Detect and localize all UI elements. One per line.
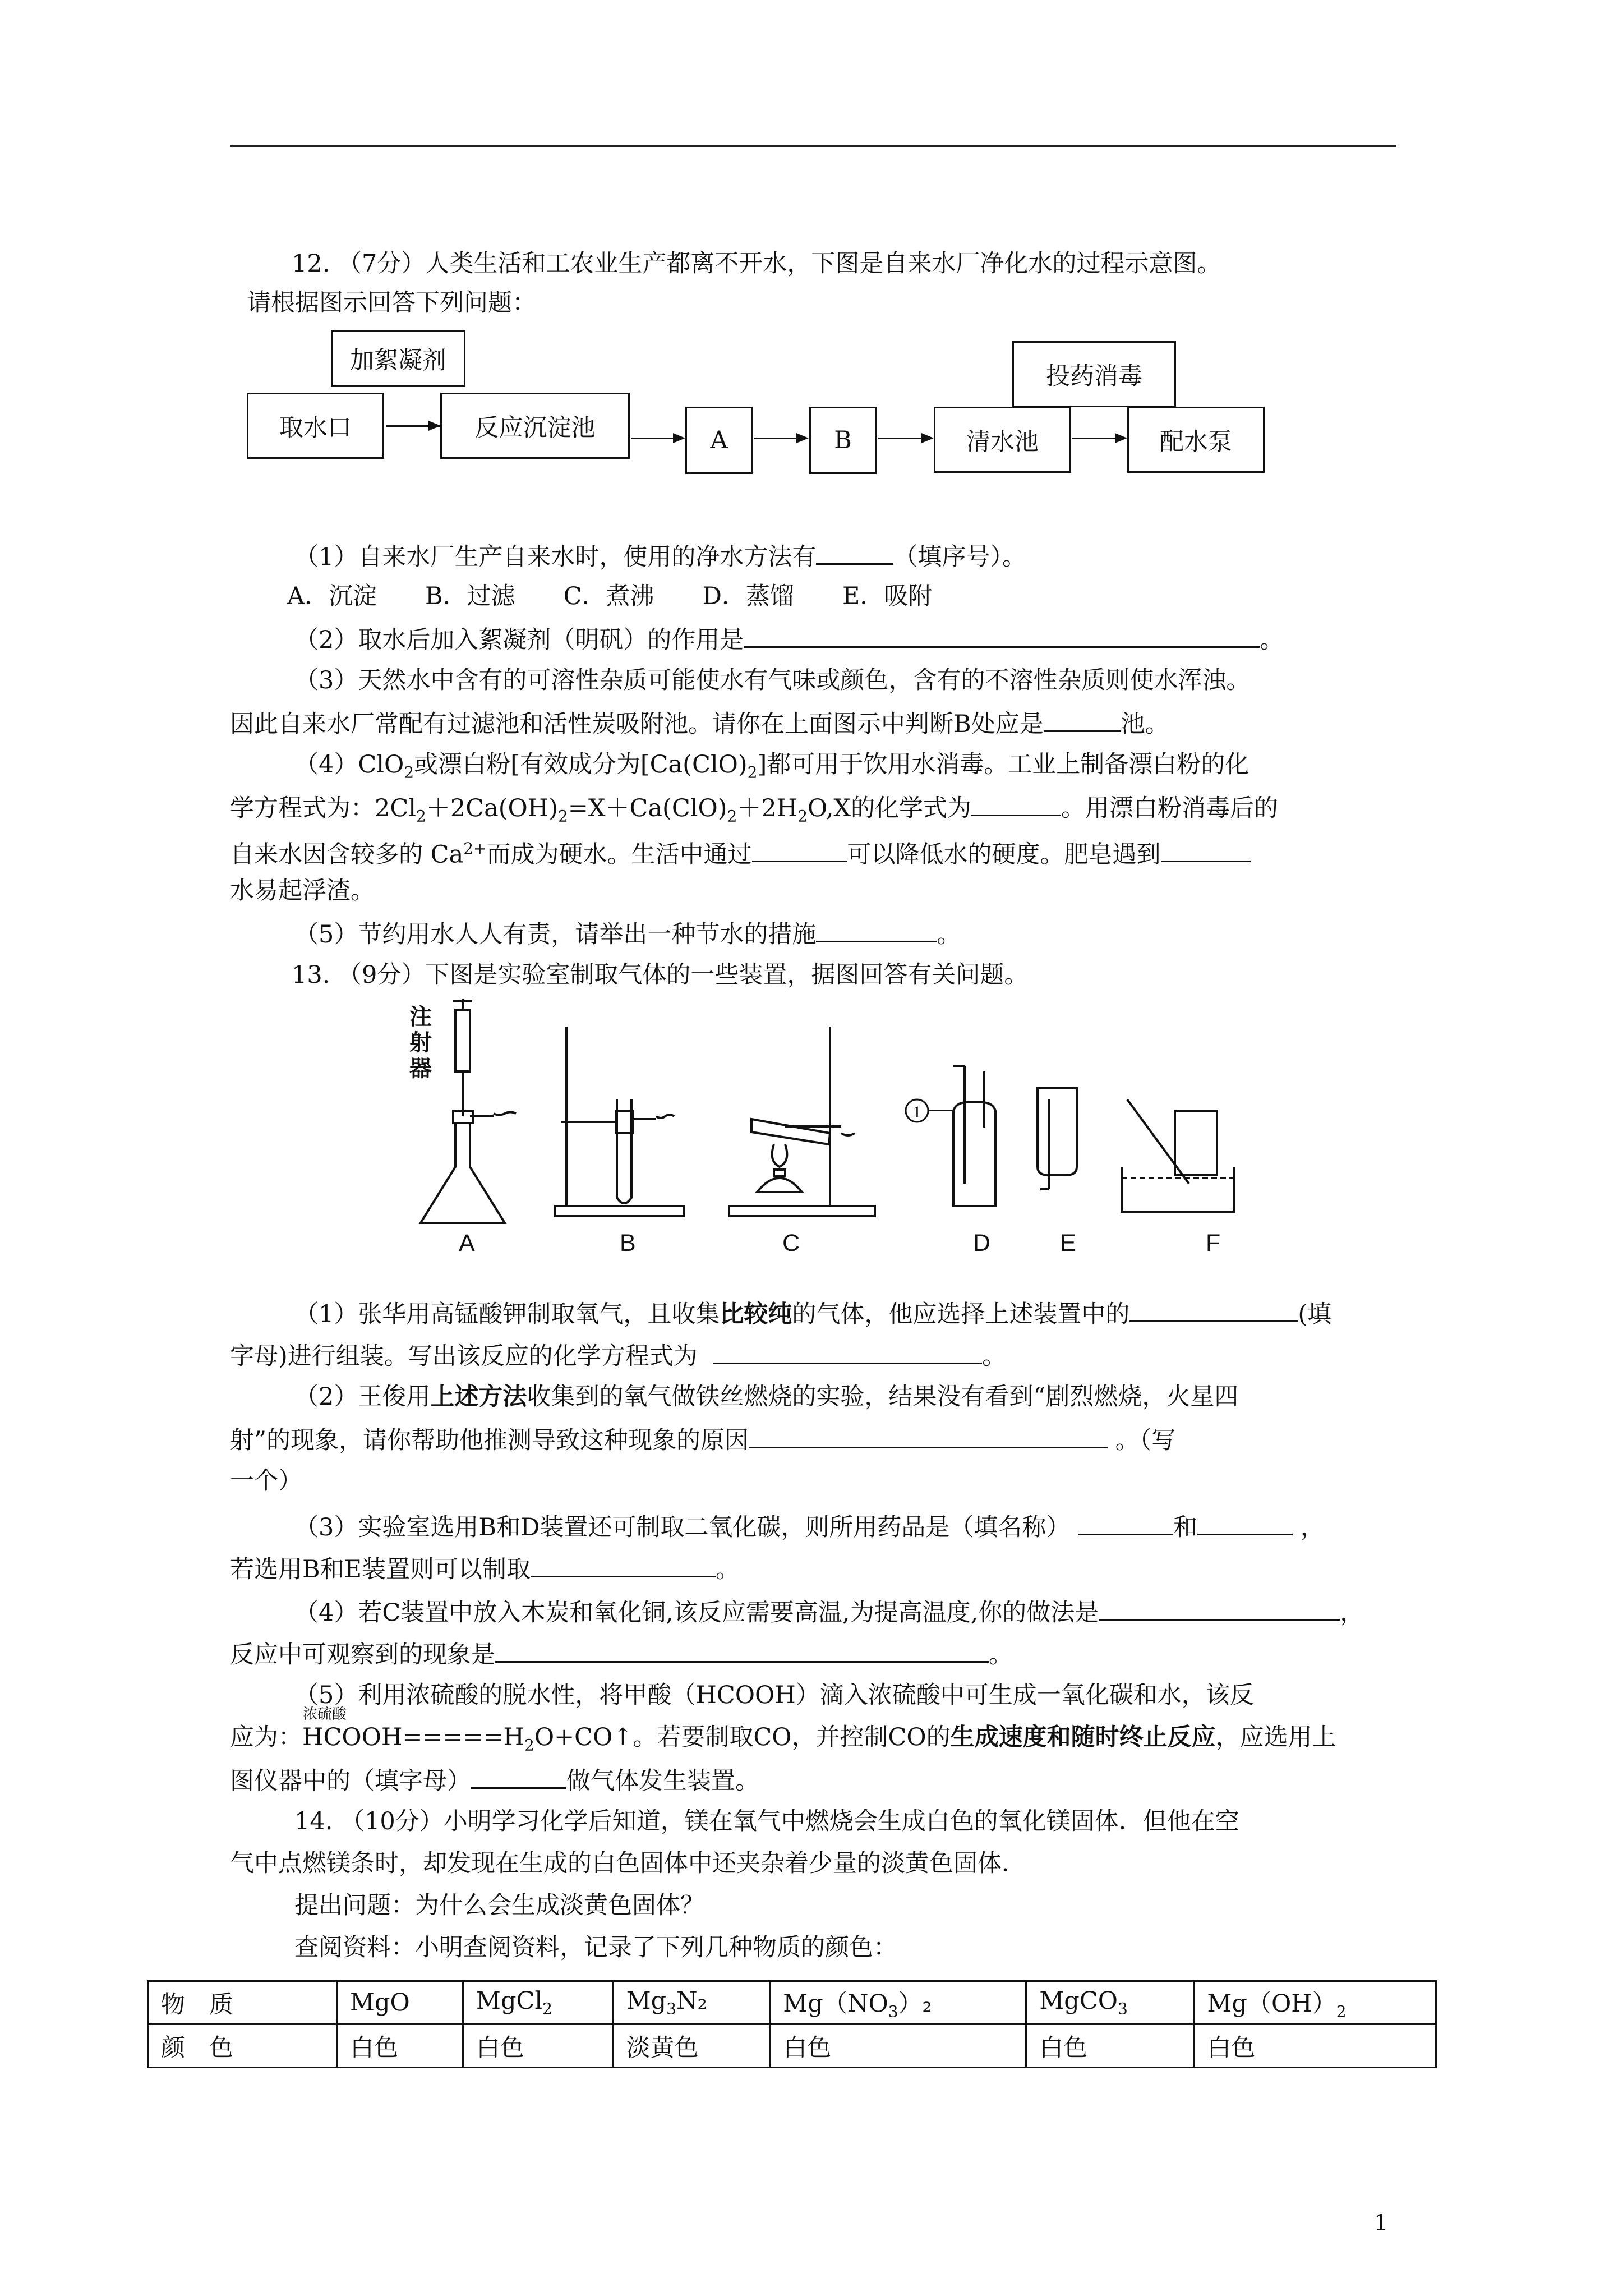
answer-blank[interactable]	[971, 790, 1061, 816]
table-cell: 白色	[463, 2024, 613, 2068]
q13-p3a: （3）实验室选用B和D装置还可制取二氧化碳，则所用药品是（填名称） 和 ，	[294, 1509, 1325, 1544]
flow-box-b: B	[809, 407, 877, 474]
answer-blank[interactable]	[816, 539, 893, 565]
table-cell: $Mg_3N_2$	[613, 1981, 770, 2024]
q12-line1: 12. （7分）人类生活和工农业生产都离不开水，下图是自来水厂净化水的过程示意图。	[292, 250, 1221, 278]
circle-marker-label: 1	[912, 1103, 921, 1121]
table-cell: 白色	[770, 2024, 1026, 2068]
label-e: E	[1060, 1230, 1076, 1257]
q13-p2a: （2）王俊用上述方法收集到的氧气做铁丝燃烧的实验，结果没有看到“剧烈燃烧，火星四	[294, 1383, 1239, 1411]
table-cell: 淡黄色	[613, 2024, 770, 2068]
table-cell: 白色	[1194, 2024, 1436, 2068]
table-cell: $Mg(NO_3)_2$	[770, 1981, 1026, 2024]
flow-arrow	[631, 438, 684, 439]
answer-blank[interactable]	[749, 1422, 1108, 1448]
q12-p4c: 自来水因含较多的 $Ca^{2+}$而成为硬水。生活中通过 可以降低水的硬度。肥皂遇到	[230, 832, 1251, 871]
q14-line3: 提出问题：为什么会生成淡黄色固体？	[294, 1892, 704, 1920]
apparatus-f-icon	[1122, 1099, 1234, 1212]
q12-p4b: 学方程式为：$2Cl_2+2Ca(OH)_2=X+Ca(ClO)_2+2H_2O,X$的化学式为 。用漂白粉消毒后的	[230, 790, 1278, 834]
q13-p5b: 应为：$HCOOH=====H_2O+CO↑$。若要制取CO，并控制CO的生成速度和随时终止反应，应选用上	[230, 1723, 1336, 1755]
q13-p4b: 反应中可观察到的现象是 。	[230, 1636, 1013, 1672]
lab-apparatus-figure	[393, 999, 1346, 1234]
q13-p2c: 一个）	[230, 1467, 302, 1495]
label-d: D	[973, 1230, 991, 1257]
table-row	[148, 1981, 1436, 2024]
answer-blank[interactable]	[752, 836, 847, 862]
answer-blank[interactable]	[1129, 1296, 1298, 1322]
flow-arrow	[386, 425, 440, 427]
answer-blank[interactable]	[531, 1551, 716, 1577]
q12-p5: （5）节约用水人人有责，请举出一种节水的措施 。	[294, 916, 961, 951]
q13-p4a: （4）若C装置中放入木炭和氧化铜,该反应需要高温,为提高温度,你的做法是 ，	[294, 1594, 1364, 1630]
answer-blank[interactable]	[1078, 1509, 1173, 1535]
answer-blank[interactable]	[1099, 1594, 1340, 1621]
answer-blank[interactable]	[1044, 706, 1121, 732]
table-head: 物 质	[148, 1981, 337, 2024]
q14-line2: 气中点燃镁条时，却发现在生成的白色固体中还夹杂着少量的淡黄色固体．	[230, 1849, 1026, 1878]
q12-p1: （1）自来水厂生产自来水时，使用的净水方法有 （填序号）。	[294, 539, 1026, 574]
q14-line4: 查阅资料：小明查阅资料，记录了下列几种物质的颜色：	[294, 1934, 897, 1962]
apparatus-d-icon	[928, 1066, 995, 1206]
flow-box-sediment: 反应沉淀池	[440, 393, 630, 459]
q12-p4a: （4）ClO$_2$或漂白粉[有效成分为$[Ca(ClO)_2]$都可用于饮用水消毒。工业上制备漂白粉的化	[294, 751, 1249, 782]
answer-blank[interactable]	[471, 1763, 566, 1789]
header-rule	[230, 145, 1396, 147]
q13-p2b: 射”的现象，请你帮助他推测导致这种现象的原因 。（写	[230, 1422, 1175, 1457]
q13-p5a: （5）利用浓硫酸的脱水性，将甲酸（HCOOH）滴入浓硫酸中可生成一氧化碳和水，该反	[294, 1681, 1254, 1709]
q12-p3b: 因此自来水厂常配有过滤池和活性炭吸附池。请你在上面图示中判断B处应是 池。	[230, 706, 1169, 741]
substance-color-table	[147, 1980, 1437, 2068]
table-cell: $Mg(OH)_2$	[1194, 1981, 1436, 2024]
answer-blank[interactable]	[744, 622, 1260, 648]
answer-blank[interactable]	[713, 1338, 982, 1364]
table-cell: 白色	[337, 2024, 463, 2068]
q12-p2: （2）取水后加入絮凝剂（明矾）的作用是 。	[294, 622, 1284, 657]
label-b: B	[620, 1230, 636, 1257]
q13-p3b: 若选用B和E装置则可以制取 。	[230, 1551, 740, 1586]
answer-blank[interactable]	[816, 916, 937, 942]
flow-box-disinfect: 投药消毒	[1012, 341, 1176, 407]
page-number: 1	[1374, 2210, 1389, 2236]
table-cell: MgCl$_2$	[463, 1981, 613, 2024]
flow-arrow	[1072, 438, 1126, 439]
apparatus-b-icon	[555, 1027, 684, 1216]
table-cell: 白色	[1026, 2024, 1194, 2068]
answer-blank[interactable]	[1197, 1509, 1293, 1535]
flow-box-a: A	[685, 407, 753, 474]
table-head: 颜 色	[148, 2024, 337, 2068]
answer-blank[interactable]	[1161, 836, 1251, 862]
answer-blank[interactable]	[495, 1636, 989, 1663]
apparatus-e-icon	[1038, 1088, 1077, 1189]
table-cell: MgO	[337, 1981, 463, 2024]
q12-p4d: 水易起浮渣。	[230, 877, 375, 905]
label-f: F	[1206, 1230, 1221, 1257]
flow-arrow	[878, 438, 933, 439]
q13-p1b: 字母)进行组装。写出该反应的化学方程式为 。	[230, 1338, 1006, 1373]
flow-box-coagulant: 加絮凝剂	[331, 330, 465, 387]
flow-box-intake: 取水口	[247, 393, 384, 459]
q13-p5c: 图仪器中的（填字母） 做气体发生装置。	[230, 1763, 759, 1798]
flow-arrow	[754, 438, 808, 439]
flow-box-clear: 清水池	[934, 407, 1071, 473]
q12-options: A．沉淀 B．过滤 C．煮沸 D．蒸馏 E．吸附	[287, 582, 933, 610]
apparatus-c-icon	[729, 1027, 875, 1216]
table-row	[148, 2024, 1436, 2068]
flow-box-pump: 配水泵	[1127, 407, 1265, 473]
q13-p1a: （1）张华用高锰酸钾制取氧气，且收集比较纯的气体，他应选择上述装置中的 (填	[294, 1296, 1331, 1331]
q12-p3a: （3）天然水中含有的可溶性杂质可能使水有气味或颜色，含有的不溶性杂质则使水浑浊。	[294, 666, 1251, 694]
q13-line1: 13. （9分）下图是实验室制取气体的一些装置，据图回答有关问题。	[292, 961, 1029, 989]
q12-line2: 请根据图示回答下列问题：	[247, 289, 536, 317]
syringe-label: 注射器	[409, 1004, 432, 1082]
q14-line1: 14. （10分）小明学习化学后知道，镁在氧气中燃烧会生成白色的氧化镁固体．但他在空	[294, 1807, 1239, 1835]
q13-condition-label: 浓硫酸	[303, 1706, 347, 1723]
table-cell: MgCO$_3$	[1026, 1981, 1194, 2024]
label-a: A	[459, 1230, 475, 1257]
label-c: C	[782, 1230, 800, 1257]
apparatus-a-icon	[421, 999, 516, 1223]
